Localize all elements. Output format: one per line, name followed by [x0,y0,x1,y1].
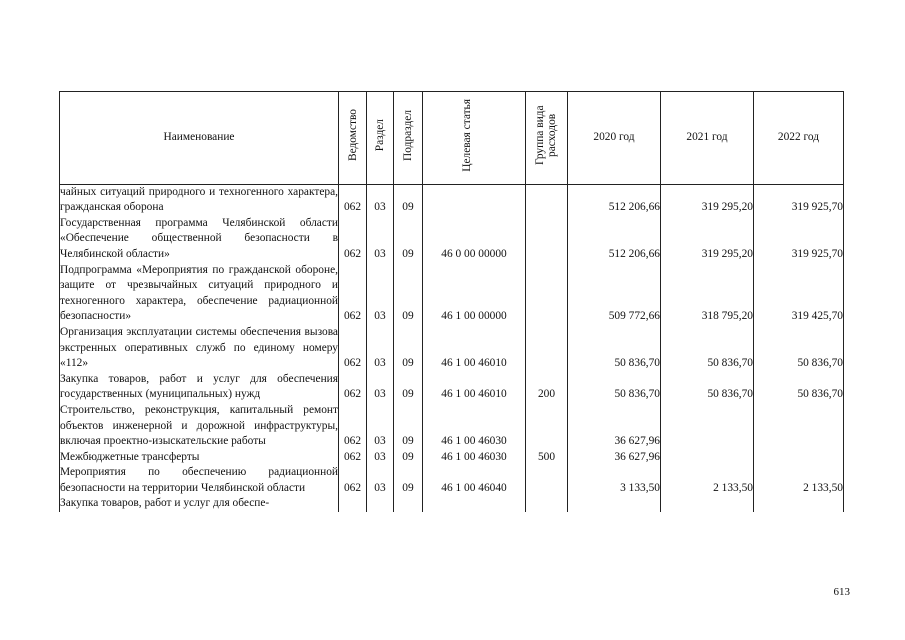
row-name: Государственная программа Челябинской области «Обеспечение общественной безопасности в Челябинской области» [60,216,339,263]
row-subsection: 09 [394,325,423,372]
row-section: 03 [367,465,394,496]
row-subsection: 09 [394,372,423,403]
table-row [60,450,844,466]
row-expense-group [526,496,568,512]
row-amount-2020 [568,496,661,512]
table-row [60,216,844,263]
row-expense-group [526,403,568,450]
header-2021: 2021 год [661,92,754,185]
header-2022: 2022 год [754,92,844,185]
table-row [60,465,844,496]
row-subsection: 09 [394,465,423,496]
row-amount-2022 [754,450,844,466]
row-dept: 062 [339,450,367,466]
table-row [60,325,844,372]
row-amount-2021: 2 133,50 [661,465,754,496]
row-target-article: 46 1 00 46040 [423,465,526,496]
table-header-row [60,92,844,185]
row-amount-2022: 50 836,70 [754,325,844,372]
row-amount-2020: 50 836,70 [568,325,661,372]
row-dept: 062 [339,263,367,325]
row-amount-2022 [754,496,844,512]
row-amount-2022: 319 925,70 [754,184,844,216]
row-subsection: 09 [394,403,423,450]
header-name: Наименование [60,92,339,185]
row-section: 03 [367,325,394,372]
table-body [60,184,844,512]
row-dept: 062 [339,184,367,216]
header-dept: Ведомство [339,92,367,185]
row-amount-2020: 50 836,70 [568,372,661,403]
row-amount-2022: 50 836,70 [754,372,844,403]
table-row [60,496,844,512]
row-name: Межбюджетные трансферты [60,450,339,466]
row-expense-group [526,216,568,263]
row-target-article: 46 0 00 00000 [423,216,526,263]
row-amount-2020: 512 206,66 [568,184,661,216]
header-subsection: Подраздел [394,92,423,185]
row-target-article: 46 1 00 00000 [423,263,526,325]
row-amount-2020: 512 206,66 [568,216,661,263]
row-amount-2022 [754,403,844,450]
header-2020: 2020 год [568,92,661,185]
table-row [60,184,844,216]
header-section: Раздел [367,92,394,185]
row-section: 03 [367,216,394,263]
row-section [367,496,394,512]
row-subsection [394,496,423,512]
row-subsection: 09 [394,450,423,466]
row-target-article: 46 1 00 46010 [423,372,526,403]
row-name: Подпрограмма «Мероприятия по гражданской обороне, защите от чрезвычайных ситуаций природного и техногенного характера, обеспечение радиационной безопасности» [60,263,339,325]
row-amount-2020: 509 772,66 [568,263,661,325]
row-subsection: 09 [394,184,423,216]
row-target-article: 46 1 00 46030 [423,403,526,450]
row-section: 03 [367,372,394,403]
row-amount-2021: 50 836,70 [661,325,754,372]
row-section: 03 [367,450,394,466]
row-amount-2021 [661,496,754,512]
row-amount-2021: 318 795,20 [661,263,754,325]
row-target-article: 46 1 00 46010 [423,325,526,372]
table-row [60,403,844,450]
row-amount-2020: 36 627,96 [568,403,661,450]
row-amount-2021: 319 295,20 [661,184,754,216]
row-expense-group [526,263,568,325]
row-amount-2022: 319 425,70 [754,263,844,325]
row-name: Мероприятия по обеспечению радиационной безопасности на территории Челябинской области [60,465,339,496]
row-dept [339,496,367,512]
row-name: Закупка товаров, работ и услуг для обеспечения государственных (муниципальных) нужд [60,372,339,403]
row-dept: 062 [339,216,367,263]
row-expense-group [526,465,568,496]
row-amount-2021: 50 836,70 [661,372,754,403]
row-name: Строительство, реконструкция, капитальный ремонт объектов инженерной и дорожной инфраструктуры, включая проектно-изыскательские работы [60,403,339,450]
row-amount-2021 [661,450,754,466]
row-name: чайных ситуаций природного и техногенного характера, гражданская оборона [60,184,339,216]
row-amount-2020: 36 627,96 [568,450,661,466]
header-target-article: Целевая статья [423,92,526,185]
row-target-article [423,496,526,512]
header-expense-group: Группа вида расходов [526,92,568,185]
budget-table [59,91,844,512]
row-amount-2020: 3 133,50 [568,465,661,496]
table-row [60,372,844,403]
row-subsection: 09 [394,263,423,325]
row-amount-2021: 319 295,20 [661,216,754,263]
row-target-article: 46 1 00 46030 [423,450,526,466]
row-amount-2021 [661,403,754,450]
row-dept: 062 [339,372,367,403]
row-section: 03 [367,184,394,216]
row-amount-2022: 2 133,50 [754,465,844,496]
page-number: 613 [833,586,850,598]
row-subsection: 09 [394,216,423,263]
row-expense-group [526,184,568,216]
row-amount-2022: 319 925,70 [754,216,844,263]
row-name: Закупка товаров, работ и услуг для обеспе- [60,496,339,512]
row-dept: 062 [339,403,367,450]
row-expense-group: 200 [526,372,568,403]
row-dept: 062 [339,325,367,372]
row-expense-group: 500 [526,450,568,466]
row-section: 03 [367,263,394,325]
row-expense-group [526,325,568,372]
row-dept: 062 [339,465,367,496]
row-name: Организация эксплуатации системы обеспечения вызова экстренных оперативных служб по единому номеру «112» [60,325,339,372]
row-section: 03 [367,403,394,450]
row-target-article [423,184,526,216]
table-row [60,263,844,325]
